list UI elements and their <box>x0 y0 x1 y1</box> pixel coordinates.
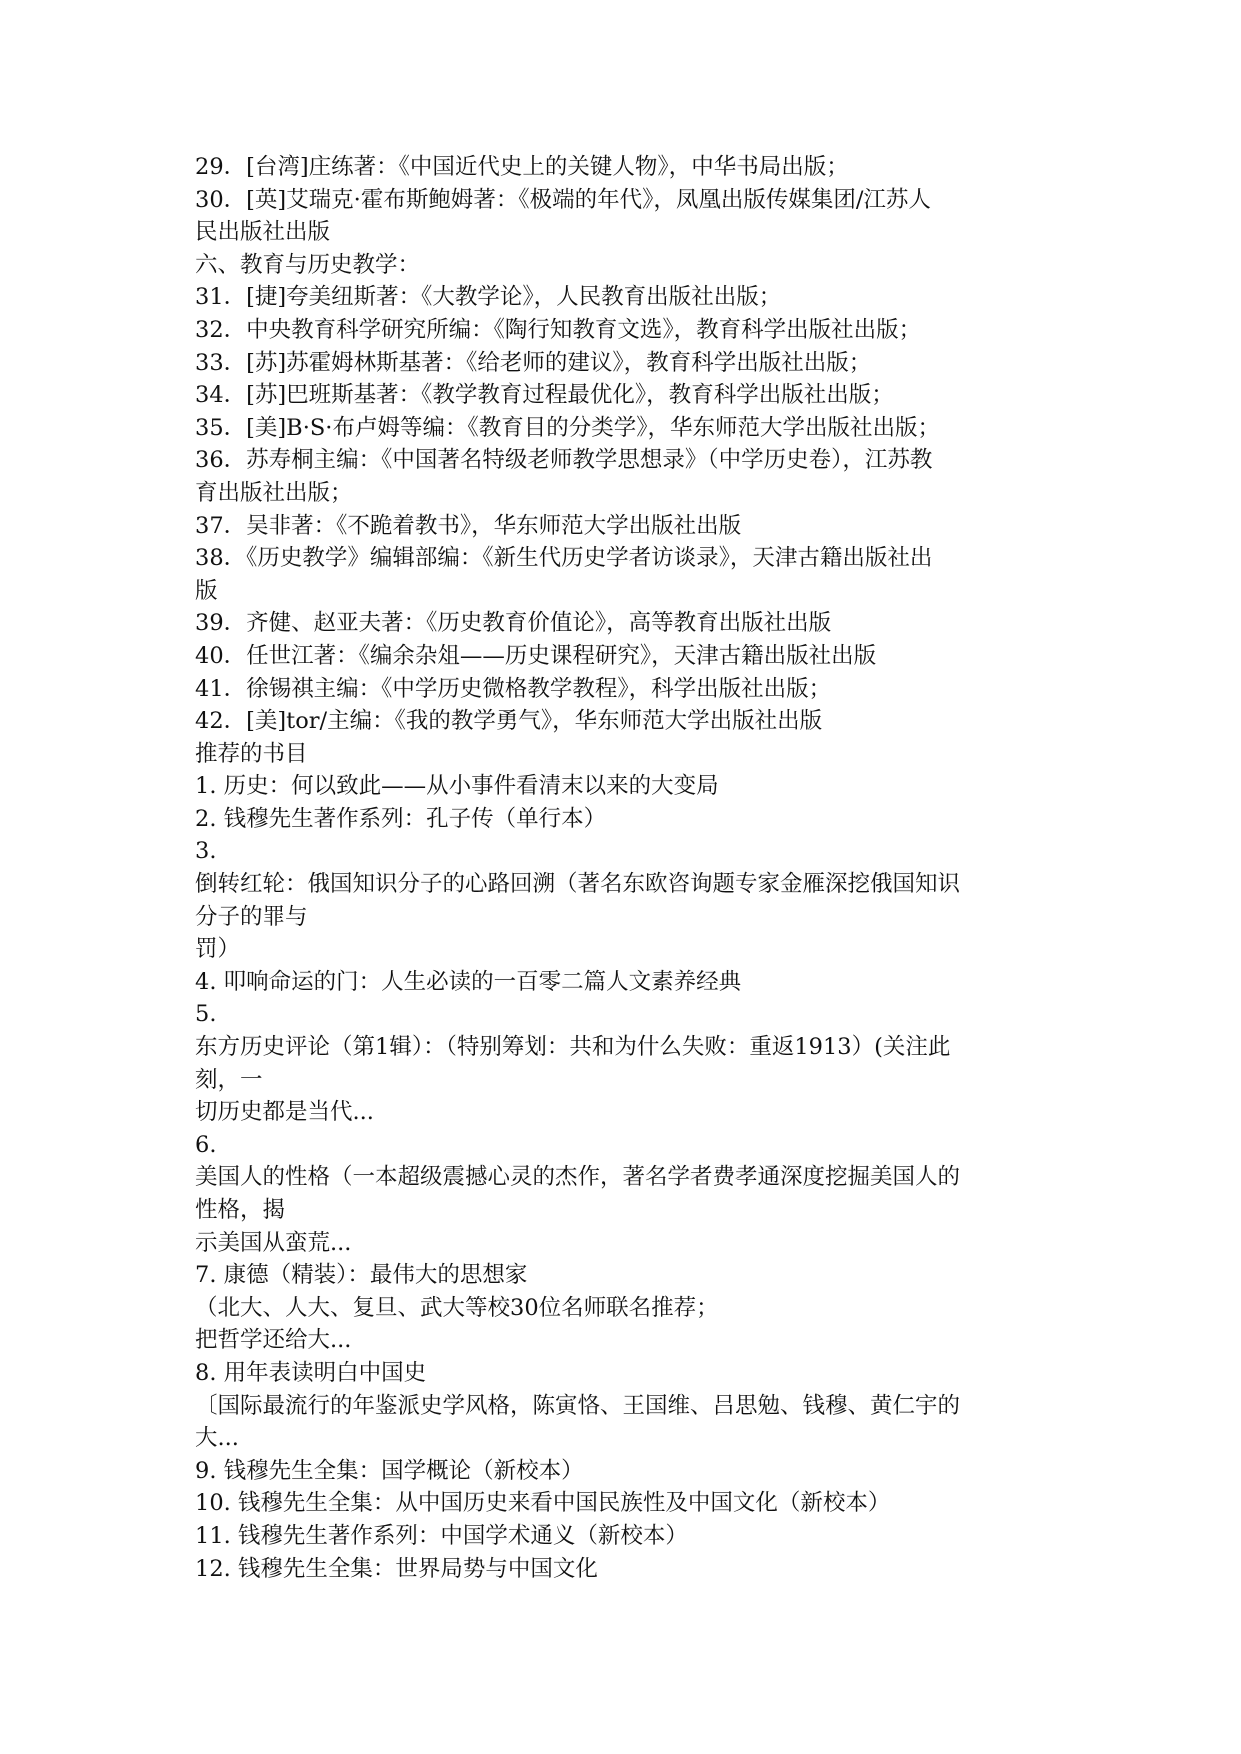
text-line: 示美国从蛮荒... <box>195 1229 352 1256</box>
section-heading: 六、教育与历史教学： <box>195 251 421 278</box>
text-line: 9. 钱穆先生全集：国学概论（新校本） <box>195 1457 584 1484</box>
text-line: （北大、人大、复旦、武大等校30位名师联名推荐； <box>195 1294 719 1321</box>
text-line: 40．任世江著：《编余杂俎——历史课程研究》，天津古籍出版社出版 <box>195 642 877 669</box>
text-line: 41．徐锡祺主编：《中学历史微格教学教程》，科学出版社出版； <box>195 675 832 702</box>
text-line: 5. <box>195 1001 217 1028</box>
text-line: 把哲学还给大... <box>195 1327 352 1354</box>
text-line: 东方历史评论（第1辑）：（特别筹划：共和为什么失败：重返1913）(关注此 <box>195 1034 951 1061</box>
document-page <box>195 151 1055 1585</box>
text-line: 37．吴非著：《不跪着教书》，华东师范大学出版社出版 <box>195 512 742 539</box>
text-line: 11. 钱穆先生著作系列：中国学术通义（新校本） <box>195 1522 688 1549</box>
text-line: 8. 用年表读明白中国史 <box>195 1359 427 1386</box>
text-line: 2. 钱穆先生著作系列：孔子传（单行本） <box>195 805 607 832</box>
text-line: 38．《历史教学》编辑部编：《新生代历史学者访谈录》，天津古籍出版社出 <box>195 545 933 572</box>
text-line: 分子的罪与 <box>195 903 308 930</box>
text-line: 切历史都是当代... <box>195 1099 374 1126</box>
text-line: 1. 历史：何以致此——从小事件看清末以来的大变局 <box>195 773 719 800</box>
text-line: 刻，一 <box>195 1066 263 1093</box>
section-heading: 推荐的书目 <box>195 740 308 767</box>
text-line: 31．[捷]夸美纽斯著：《大教学论》，人民教育出版社出版； <box>195 284 782 311</box>
text-line: 美国人的性格（一本超级震撼心灵的杰作，著名学者费孝通深度挖掘美国人的 <box>195 1164 961 1191</box>
text-line: 4. 叩响命运的门：人生必读的一百零二篇人文素养经典 <box>195 968 742 995</box>
text-line: 倒转红轮：俄国知识分子的心路回溯（著名东欧咨询题专家金雁深挖俄国知识 <box>195 871 961 898</box>
text-line: 39．齐健、赵亚夫著：《历史教育价值论》，高等教育出版社出版 <box>195 610 832 637</box>
text-line: 35．[美]B·S·布卢姆等编：《教育目的分类学》，华东师范大学出版社出版； <box>195 414 940 441</box>
text-line: 30．[英]艾瑞克·霍布斯鲍姆著：《极端的年代》，凤凰出版传媒集团/江苏人 <box>195 186 931 213</box>
text-line: 42．[美]tor/主编：《我的教学勇气》，华东师范大学出版社出版 <box>195 708 823 735</box>
text-line: 29．[台湾]庄练著：《中国近代史上的关键人物》，中华书局出版； <box>195 154 849 180</box>
text-line: 罚） <box>195 936 241 963</box>
text-line: 版 <box>195 577 218 604</box>
text-line: 〔国际最流行的年鉴派史学风格，陈寅恪、王国维、吕思勉、钱穆、黄仁宇的 <box>195 1392 961 1419</box>
text-line: 民出版社出版 <box>195 219 331 246</box>
text-line: 34．[苏]巴班斯基著：《教学教育过程最优化》，教育科学出版社出版； <box>195 382 894 409</box>
text-line: 6. <box>195 1131 217 1158</box>
text-line: 7. 康德（精装）：最伟大的思想家 <box>195 1262 528 1289</box>
text-line: 性格，揭 <box>195 1197 286 1223</box>
text-line: 33．[苏]苏霍姆林斯基著：《给老师的建议》，教育科学出版社出版； <box>195 349 872 376</box>
text-line: 12. 钱穆先生全集：世界局势与中国文化 <box>195 1555 598 1582</box>
text-line: 大... <box>195 1425 239 1452</box>
text-line: 10. 钱穆先生全集：从中国历史来看中国民族性及中国文化（新校本） <box>195 1490 891 1517</box>
text-line: 育出版社出版； <box>195 479 353 506</box>
text-line: 3. <box>195 838 217 865</box>
text-line: 32．中央教育科学研究所编：《陶行知教育文选》，教育科学出版社出版； <box>195 316 922 343</box>
text-line: 36．苏寿桐主编：《中国著名特级老师教学思想录》（中学历史卷），江苏教 <box>195 447 933 474</box>
